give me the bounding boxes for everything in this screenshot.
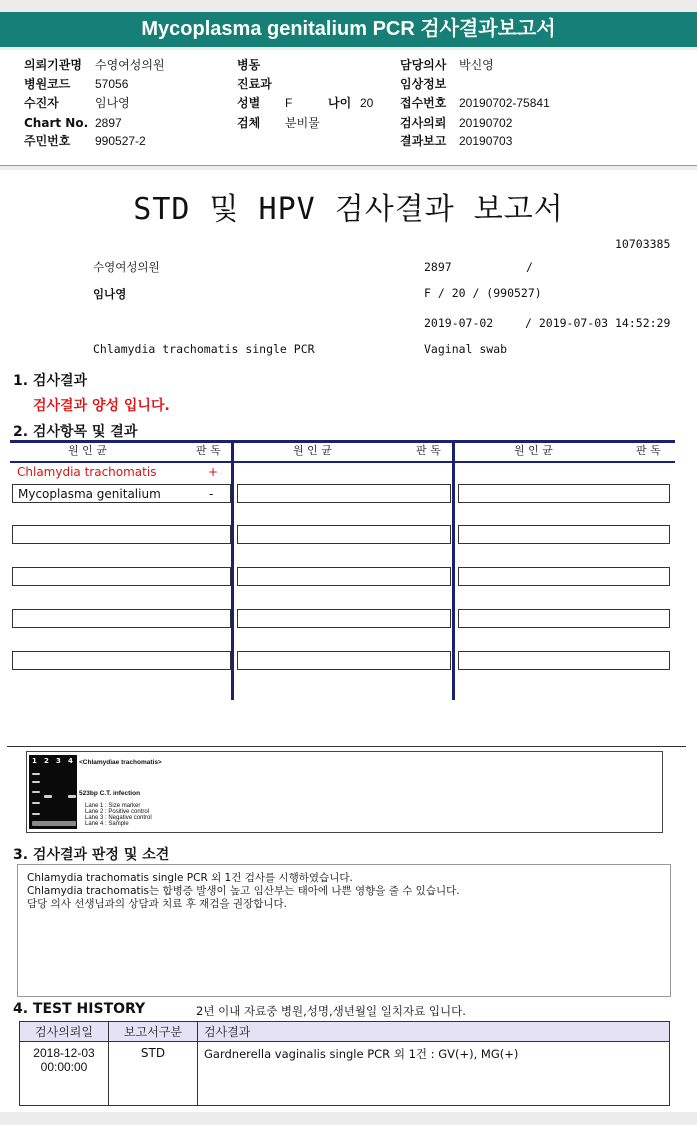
history-date-cell xyxy=(20,1042,109,1106)
gel-image-panel xyxy=(26,751,663,833)
empty-cell xyxy=(458,651,670,670)
comment-line: Chlamydia trachomatis single PCR 외 1건 검사를 시행하였습니다. xyxy=(27,872,353,884)
report-hospital: 수영여성의원 xyxy=(93,260,160,274)
sample-band xyxy=(68,795,76,798)
ladder-band xyxy=(32,791,40,793)
pathogen-result: - xyxy=(209,487,214,501)
ladder-band xyxy=(32,781,40,783)
clinical-label: 임상정보 xyxy=(400,77,447,91)
id-value: 990527-2 xyxy=(95,134,146,148)
report-sample: Vaginal swab xyxy=(424,342,508,356)
empty-cell xyxy=(12,651,231,670)
section-separator xyxy=(7,746,686,747)
primer-dimer-band xyxy=(32,821,76,826)
request-value: 20190702 xyxy=(459,116,513,130)
doctor-value: 박신영 xyxy=(459,58,494,72)
lane-note: Lane 4 : Sample xyxy=(85,821,129,827)
comment-line: Chlamydia trachomatis는 합병증 발생이 높고 임산부는 태아에 나쁜 영향을 줄 수 있습니다. xyxy=(27,885,460,897)
request-label: 검사의뢰 xyxy=(400,116,447,130)
receipt-label: 접수번호 xyxy=(400,96,447,110)
empty-cell xyxy=(237,567,451,586)
empty-cell xyxy=(237,484,451,503)
history-time: 00:00:00 xyxy=(40,1060,88,1074)
report-value: 20190703 xyxy=(459,134,513,148)
history-col-type: 보고서구분 xyxy=(109,1022,198,1042)
sex-label: 성별 xyxy=(237,96,261,110)
chart-value: 2897 xyxy=(95,116,122,130)
table-divider-2 xyxy=(452,443,455,700)
report-patient: 임나영 xyxy=(93,287,127,301)
examinee-value: 임나영 xyxy=(95,96,130,110)
empty-cell xyxy=(12,609,231,628)
pathogen-name: Chlamydia trachomatis xyxy=(17,465,157,479)
hospital-label: 의뢰기관명 xyxy=(24,58,82,72)
empty-cell xyxy=(458,609,670,628)
report-chart: 2897 xyxy=(424,260,452,274)
col-pathogen-1: 원 인 균 xyxy=(68,444,107,457)
lane-note: Lane 1 : Size marker xyxy=(85,803,141,809)
receipt-value: 20190702-75841 xyxy=(459,96,550,110)
age-label: 나이 xyxy=(328,96,352,110)
ward-label: 병동 xyxy=(237,58,261,72)
empty-cell xyxy=(458,525,670,544)
empty-cell xyxy=(237,651,451,670)
specimen-label: 검체 xyxy=(237,116,261,130)
dept-label: 진료과 xyxy=(237,77,272,91)
history-row xyxy=(20,1042,670,1106)
report-label: 결과보고 xyxy=(400,134,447,148)
history-result: Gardnerella vaginalis single PCR 외 1건 : GV(+), MG(+) xyxy=(198,1042,670,1106)
gel-band-label: 523bp C.T. infection xyxy=(79,790,141,797)
report-title: STD 및 HPV 검사결과 보고서 xyxy=(133,192,564,227)
lane-number: 4 xyxy=(68,757,73,765)
ladder-band xyxy=(32,802,40,804)
hospital-value: 수영여성의원 xyxy=(95,58,165,72)
report-date-result: / 2019-07-03 14:52:29 xyxy=(525,316,671,330)
empty-cell xyxy=(12,567,231,586)
report-test-name: Chlamydia trachomatis single PCR xyxy=(93,342,315,356)
lane-note: Lane 3 : Negative control xyxy=(85,815,152,821)
empty-cell xyxy=(458,567,670,586)
col-pathogen-2: 원 인 균 xyxy=(293,444,332,457)
lane-note: Lane 2 : Positive control xyxy=(85,809,150,815)
col-judge-3: 판 독 xyxy=(636,444,661,457)
history-header-row xyxy=(20,1022,670,1042)
code-value: 57056 xyxy=(95,77,129,91)
report-sex-age: F / 20 / (990527) xyxy=(424,286,542,300)
empty-cell xyxy=(237,525,451,544)
ladder-band xyxy=(32,773,40,775)
report-header-title: Mycoplasma genitalium PCR 검사결과보고서 xyxy=(0,12,697,47)
table-top-rule xyxy=(10,440,675,443)
history-table xyxy=(19,1021,670,1106)
gel-title: <Chlamydiae trachomatis> xyxy=(79,759,162,766)
section2-title: 2. 검사항목 및 결과 xyxy=(13,424,138,440)
empty-cell xyxy=(12,525,231,544)
lane-number: 3 xyxy=(56,757,61,765)
code-label: 병원코드 xyxy=(24,77,71,91)
id-label: 주민번호 xyxy=(24,134,71,148)
section3-title: 3. 검사결과 판정 및 소견 xyxy=(13,847,170,863)
report-date-request: 2019-07-02 xyxy=(424,316,494,330)
table-divider-1 xyxy=(231,443,234,700)
history-col-result: 검사결과 xyxy=(198,1022,670,1042)
empty-cell xyxy=(458,484,670,503)
result-row-2 xyxy=(12,484,231,503)
history-col-date: 검사의뢰일 xyxy=(20,1022,109,1042)
history-note: 2년 이내 자료중 병원,성명,생년월일 일치자료 입니다. xyxy=(196,1004,466,1018)
result-row-1 xyxy=(12,463,231,482)
section4-title: 4. TEST HISTORY xyxy=(13,1001,146,1017)
history-date: 2018-12-03 xyxy=(33,1046,95,1060)
report-number: 10703385 xyxy=(615,237,671,251)
col-pathogen-3: 원 인 균 xyxy=(514,444,553,457)
comment-line: 담당 의사 선생님과의 상담과 치료 후 재검을 권장합니다. xyxy=(27,898,287,910)
lane-number: 2 xyxy=(44,757,49,765)
sex-value: F xyxy=(285,96,293,110)
doctor-label: 담당의사 xyxy=(400,58,447,72)
result-summary: 검사결과 양성 입니다. xyxy=(33,398,170,414)
positive-control-band xyxy=(44,795,52,798)
examinee-label: 수진자 xyxy=(24,96,59,110)
section1-title: 1. 검사결과 xyxy=(13,373,88,389)
age-value: 20 xyxy=(360,96,374,110)
gel-electrophoresis-image xyxy=(29,755,77,829)
chart-label: Chart No. xyxy=(24,116,89,130)
col-judge-1: 판 독 xyxy=(196,444,221,457)
ladder-band xyxy=(32,813,40,815)
history-type: STD xyxy=(109,1042,198,1106)
pathogen-result: + xyxy=(208,465,219,479)
comment-box xyxy=(17,864,671,997)
empty-cell xyxy=(237,609,451,628)
pathogen-name: Mycoplasma genitalium xyxy=(18,487,161,501)
lane-number: 1 xyxy=(32,757,37,765)
col-judge-2: 판 독 xyxy=(416,444,441,457)
specimen-value: 분비물 xyxy=(285,116,320,130)
report-chart-slash: / xyxy=(526,260,533,274)
